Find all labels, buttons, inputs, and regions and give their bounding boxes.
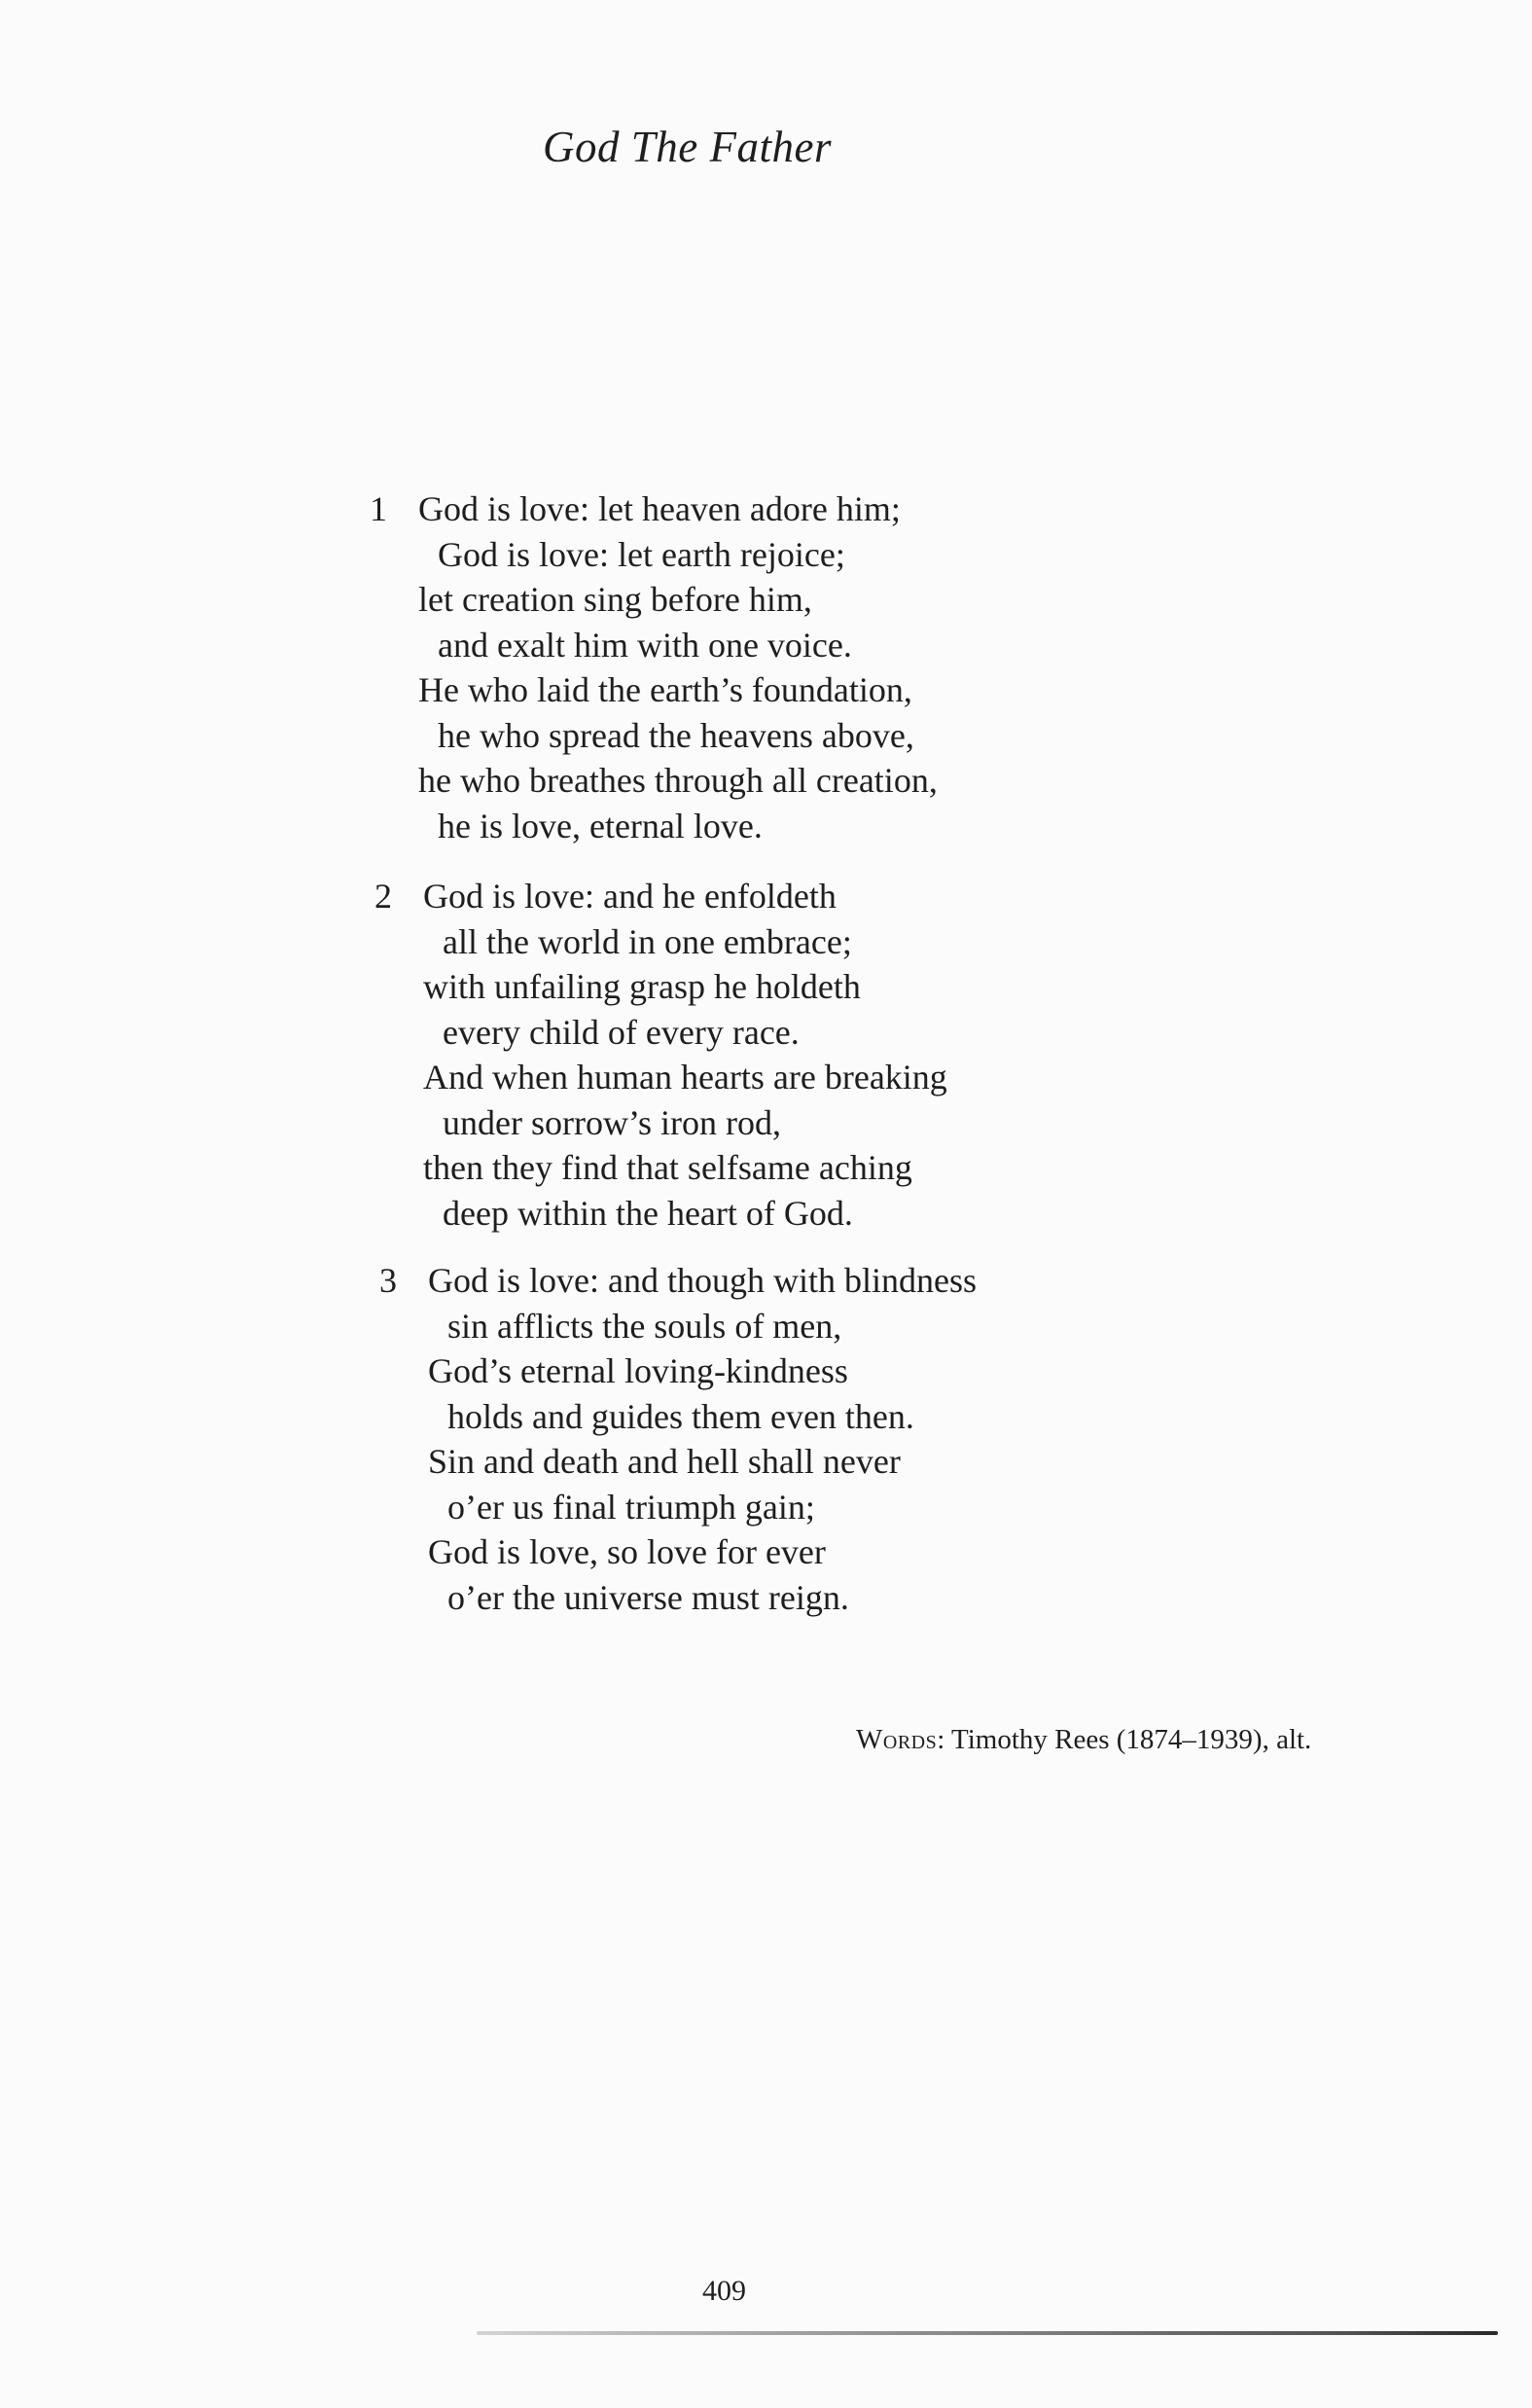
verse-line: with unfailing grasp he holdeth: [423, 967, 861, 1006]
verse-line: let creation sing before him,: [418, 580, 812, 619]
verse-number: 1: [370, 489, 387, 528]
verse-line: He who laid the earth’s foundation,: [418, 670, 912, 709]
verse-lines: [428, 1258, 977, 1620]
verse-line: he who breathes through all creation,: [418, 761, 938, 800]
verse-line: then they find that selfsame aching: [423, 1148, 912, 1187]
verse-line: o’er us final triumph gain;: [447, 1487, 815, 1527]
verse-line: God is love: let heaven adore him;: [418, 489, 901, 528]
verse-line: And when human hearts are breaking: [423, 1058, 947, 1096]
verse-line: he who spread the heavens above,: [438, 715, 914, 755]
verse-line: God is love: and he enfoldeth: [423, 877, 837, 916]
verse-line: every child of every race.: [443, 1012, 800, 1052]
verse-line: God is love: let earth rejoice;: [438, 534, 845, 574]
verse-line: Sin and death and hell shall never: [428, 1442, 901, 1481]
verse-line: deep within the heart of God.: [443, 1193, 853, 1233]
verse-number: 3: [379, 1261, 397, 1300]
credit-text: : Timothy Rees (1874–1939), alt.: [937, 1724, 1312, 1755]
verse-line: God is love: and though with blindness: [428, 1261, 977, 1300]
verse-line: all the world in one embrace;: [443, 921, 852, 961]
page-number: 409: [702, 2275, 746, 2307]
verse-line: God is love, so love for ever: [428, 1532, 826, 1571]
words-credit: [856, 1724, 1311, 1756]
verse-line: God’s eternal loving-kindness: [428, 1351, 848, 1390]
verse-lines: [418, 486, 938, 848]
credit-label: Words: [856, 1724, 938, 1755]
verse-lines: [423, 874, 947, 1236]
verse-line: sin afflicts the souls of men,: [447, 1306, 842, 1346]
verse-line: holds and guides them even then.: [447, 1396, 914, 1436]
verse-line: and exalt him with one voice.: [438, 625, 852, 665]
verse-number: 2: [374, 877, 392, 916]
verse-line: o’er the universe must reign.: [447, 1577, 849, 1617]
section-title: God The Father: [543, 123, 832, 171]
verse-line: he is love, eternal love.: [438, 806, 763, 845]
page-bottom-rule: [477, 2331, 1498, 2335]
verse-line: under sorrow’s iron rod,: [443, 1102, 781, 1142]
